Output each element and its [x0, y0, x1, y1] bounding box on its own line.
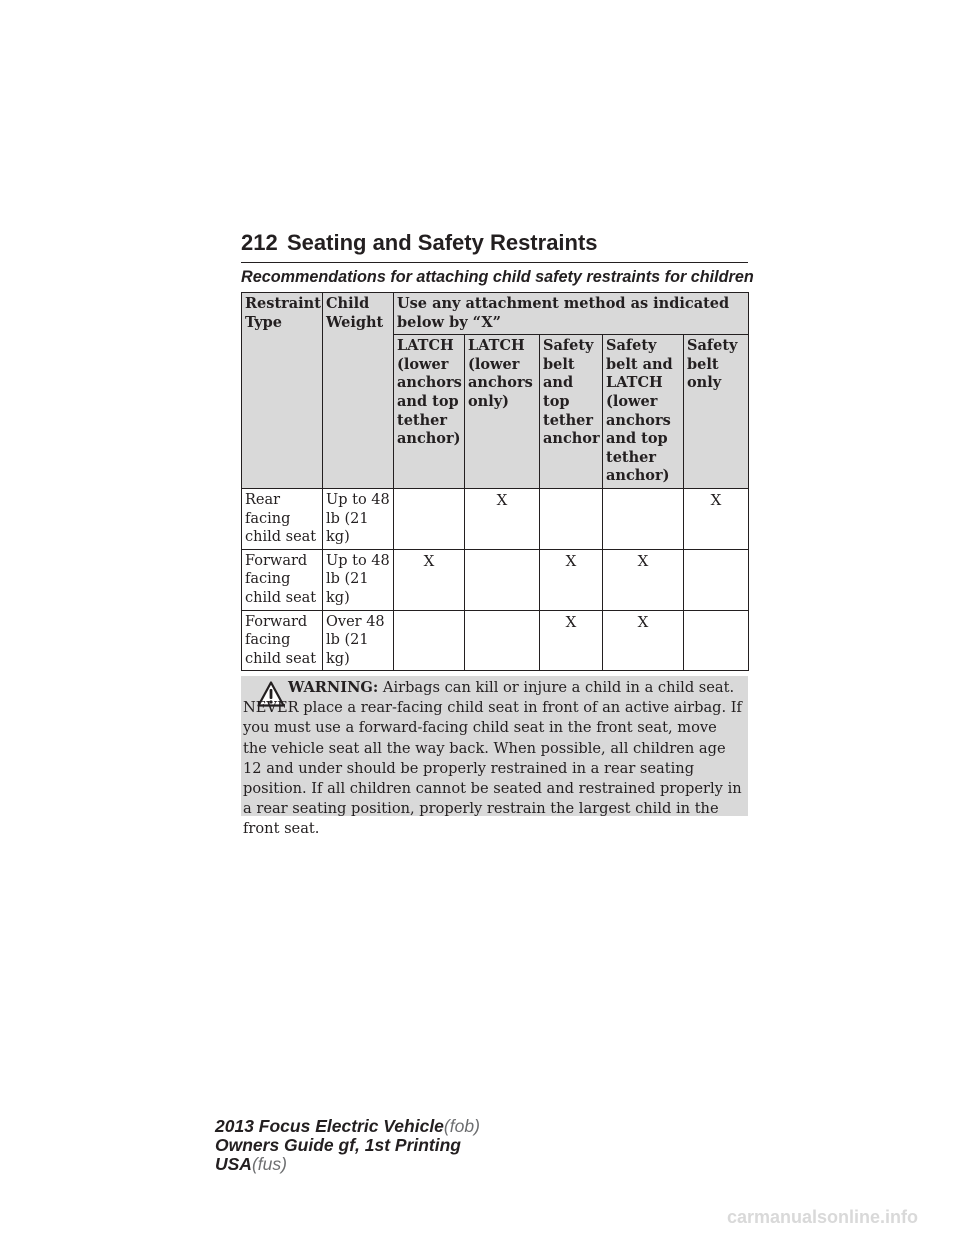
page-number: 212	[241, 230, 278, 255]
method-mark-cell: X	[540, 549, 603, 610]
method-mark-cell	[684, 610, 749, 671]
warning-text	[243, 678, 743, 840]
method-mark-cell	[603, 488, 684, 549]
header-child-weight: Child Weight	[323, 293, 394, 489]
header-method: LATCH (lower anchors only)	[465, 335, 540, 489]
watermark-text: carmanualsonline.info	[726, 1207, 918, 1227]
table-row	[242, 488, 749, 549]
warning-label: WARNING:	[288, 679, 379, 696]
method-mark-cell: X	[603, 549, 684, 610]
section-title: Seating and Safety Restraints	[287, 230, 598, 255]
method-mark-cell: X	[684, 488, 749, 549]
restraint-type-cell: Rear facing child seat	[242, 488, 323, 549]
method-mark-cell	[540, 488, 603, 549]
header-method: Safety belt and top tether anchor	[540, 335, 603, 489]
header-attachment-group: Use any attachment method as indicated below by “X”	[394, 293, 749, 335]
method-mark-cell	[394, 488, 465, 549]
child-weight-cell: Up to 48 lb (21 kg)	[323, 549, 394, 610]
child-weight-cell: Up to 48 lb (21 kg)	[323, 488, 394, 549]
method-mark-cell: X	[394, 549, 465, 610]
method-mark-cell	[684, 549, 749, 610]
footer	[215, 1117, 480, 1174]
footer-market-code: (fus)	[251, 1154, 287, 1174]
restraint-type-cell: Forward facing child seat	[242, 549, 323, 610]
method-mark-cell: X	[540, 610, 603, 671]
restraint-type-cell: Forward facing child seat	[242, 610, 323, 671]
method-mark-cell	[394, 610, 465, 671]
table-caption: Recommendations for attaching child safety restraints for children	[241, 268, 754, 286]
child-weight-cell: Over 48 lb (21 kg)	[323, 610, 394, 671]
method-mark-cell: X	[603, 610, 684, 671]
method-mark-cell	[465, 610, 540, 671]
table-row	[242, 549, 749, 610]
method-mark-cell	[465, 549, 540, 610]
header-method: LATCH (lower anchors and top tether anchor)	[394, 335, 465, 489]
footer-market: USA	[215, 1154, 252, 1174]
method-mark-cell: X	[465, 488, 540, 549]
warning-box	[241, 676, 748, 838]
header-method: Safety belt only	[684, 335, 749, 489]
footer-vehicle-code: (fob)	[443, 1116, 480, 1136]
warning-body: Airbags can kill or injure a child in a child seat. NEVER place a rear-facing child seat in front of an active airbag. If you must use a forward-facing child seat in the front seat, move the vehicle seat all the way back. When possible, all children age 12 and under should be properly restrained in a rear seating position. If all children cannot be seated and restrained properly in a rear seating position, properly restrain the largest child in the front seat.	[243, 679, 742, 838]
table-row	[242, 610, 749, 671]
header-method: Safety belt and LATCH (lower anchors and top tether anchor)	[603, 335, 684, 489]
page-header	[241, 228, 748, 263]
footer-guide: Owners Guide gf, 1st Printing	[215, 1135, 461, 1155]
footer-vehicle: 2013 Focus Electric Vehicle	[215, 1116, 444, 1136]
child-restraint-table	[241, 292, 749, 671]
header-restraint-type: Restraint Type	[242, 293, 323, 489]
